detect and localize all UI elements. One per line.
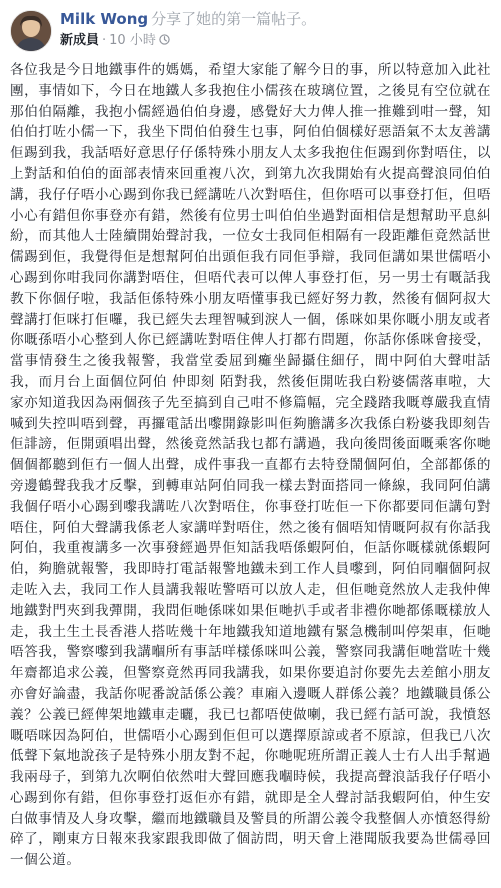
post-timestamp[interactable]: 10 小時: [109, 33, 156, 48]
clock-icon: [159, 34, 170, 45]
post-action-text: 分享了她的第一篇帖子。: [151, 10, 317, 28]
separator-dot: ·: [102, 33, 107, 48]
profile-photo-icon: [11, 11, 51, 51]
post-meta: [60, 32, 170, 50]
post-header: [10, 8, 491, 54]
post-body-text: 各位我是今日地鐵事件的媽媽，希望大家能了解今日的事，所以特意加入此社團，事情如下，今日在地鐵人多我抱住小儒孩在玻璃位置，之後見有空位就在那伯伯隔離，我抱小儒經過伯伯身邊，感覺好大力俾人推一推難到咁一聲，知伯伯打咗小儒一下，我坐下問伯伯發生乜事，阿伯伯個樣好惡語氣不太友善講佢踢到我，我話唔好意思仔仔係特殊小朋友人太多我抱住佢踢到你對唔住，以上對話和伯伯的面部表情來回重複八次，到第九次我開始有火提高聲浪同伯伯講，我仔仔唔小心踢到你我已經講咗八次對唔住，但你唔可以事登打佢，但唔小心有錯但你事登亦有錯，然後有位男士叫伯伯坐過對面相信是想幫助平息糾紛，而其他人士陸續開始聲討我，一位女士我同佢相隔有一段距離佢竟然話世儒踢到佢，我覺得佢是想幫阿伯出頭佢我冇同佢爭辯，我同佢講如果世儒唔小心踢到你咁我同你講對唔住，但唔代表可以俾人事登打佢，另一男士有嘅話我教下你個仔啦，我話佢係特殊小朋友唔懂事我已經好努力教，然後有個阿叔大聲講打佢咪打佢囉，我已經失去理智喊到淚人一個，係咪如果你嘅小朋友或者你嘅孫唔小心整到人你已經講咗對唔住俾人打都冇問題，你話你係咪會接受，當事情發生之後我報警，我當堂委屈到癱坐歸攝住細仔，間中阿伯大聲咁話我，而月台上面個位阿伯 仲即刻 陌對我，然後佢開咗我白粉婆儒落車啦，大家亦知道我因為兩個孩子先至搞到自己咁不修篇幅，完全踐踏我嘅尊嚴我直情喊到失控叫唔到聲，再攞電話出嚟開錄影叫佢夠膽講多次我係白粉婆我即刻告佢誹謗，佢開頭唱出聲，然後竟然話我乜都冇講過，我向後問後面嘅乘客你哋個個都聽到佢冇一個人出聲，成件事我一直都冇去特登鬧個阿伯，全部都係的旁邊鶴聲我我才反擊，到轉車站阿伯同我一樣去對面搭同一條線，我同阿伯講我個仔唔小心踢到嚟我講咗八次對唔住，你事登打咗佢一下你都要同佢講句對唔住，阿伯大聲講我係老人家講咩對唔住，然之後有個唔知情嘅阿叔有你話我阿伯，我重複講多一次事發經過畀佢知話我唔係蝦阿伯，佢話你嘅樣就係蝦阿伯，夠膽就報警，我即時打電話報警地鐵未到工作人員嚟到，阿伯同嗰個阿叔走咗入去，我同工作人員講我報咗警唔可以放人走，但佢哋竟然放人走我仲俾地鐵對門夾到我彈開，我問佢哋係咪如果佢哋扒手或者非禮你哋都係嘅樣放人走，我土生土長香港人搭咗幾十年地鐵我知道地鐵有緊急機制叫停架車，佢哋唔答我，警察嚟到我講嗰所有事話咩樣係咪叫公義，警察同我講佢哋當咗十幾年齋都追求公義，但警察竟然再同我講我，如果你要追討你要先去差館小朋友亦會好論盡，我話你呢番說話係公義？車廂入邊嘅人群係公義？地鐵職員係公義？公義已經俾架地鐵車走曬，我已乜都唔使做喇，我已經冇話可說，我憤怒嘅唔咪因為阿伯，世儒唔小心踢到佢但可以選擇原諒或者不原諒，但我已八次低聲下氣地說孩子是特殊小朋友對不起，你哋呢班所謂正義人士冇人出手幫過我兩母子，到第九次啊伯依然咁大聲回應我嗰時候，我提高聲浪話我仔仔唔小心踢到你有錯，但你事登打返佢亦有錯，就即是全人聲討話我蝦阿伯，仲生安白做事情及人身攻擊，繼而地鐵職員及警員的所謂公義令我整個人亦憤怒得紛碎了，剛東方日報來我家跟我即做了個訪問，明天會上港聞版我要為世儒尋回一個公道。: [10, 62, 491, 869]
name-line: [60, 9, 316, 29]
avatar[interactable]: [10, 10, 52, 52]
member-badge: 新成員: [60, 33, 100, 48]
author-name-link[interactable]: Milk Wong: [60, 10, 149, 28]
